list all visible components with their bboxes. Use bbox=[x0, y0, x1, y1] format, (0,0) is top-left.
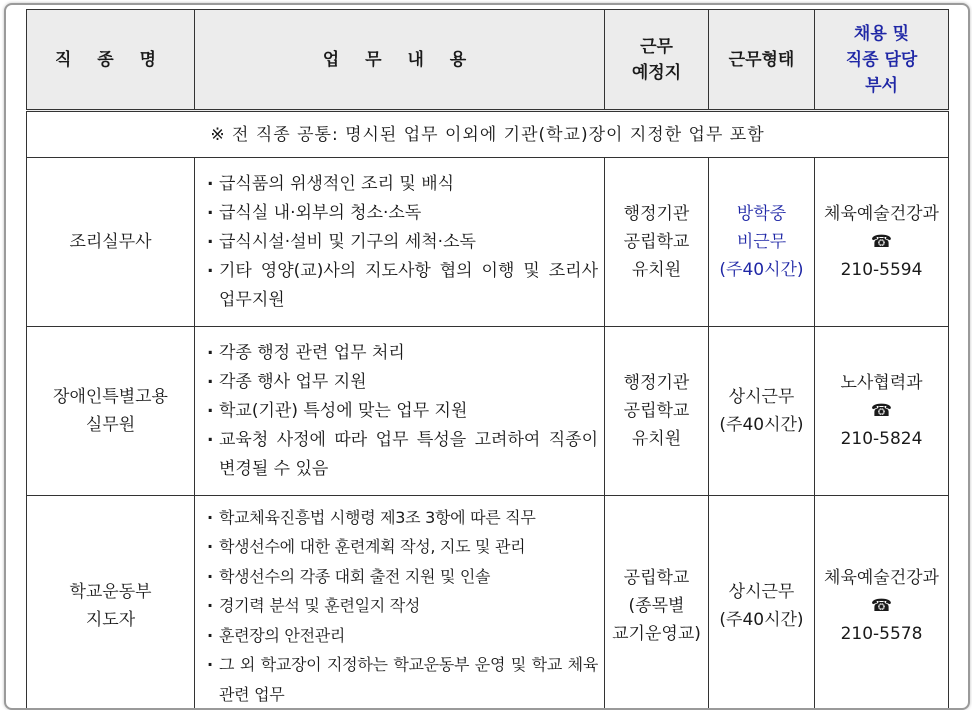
duty-item: . 각종 행정 관련 업무 처리 bbox=[205, 339, 598, 368]
duty-item: . 기타 영양(교)사의 지도사항 협의 이행 및 조리사 업무지원 bbox=[205, 257, 598, 315]
duties-cell bbox=[195, 158, 605, 327]
location-cell: 행정기관 공립학교 유치원 bbox=[605, 158, 709, 327]
duty-item: · 훈련장의 안전관리 bbox=[205, 621, 598, 651]
duty-item: · 학생선수의 각종 대회 출전 지원 및 인솔 bbox=[205, 562, 598, 592]
duty-item: · 학교체육진흥법 시행령 제3조 3항에 따른 직무 bbox=[205, 503, 598, 533]
phone-icon: ☎ bbox=[815, 397, 948, 425]
duty-item: . 급식품의 위생적인 조리 및 배식 bbox=[205, 170, 598, 199]
table-row bbox=[27, 158, 949, 327]
work-type-cell: 상시근무 (주40시간) bbox=[709, 496, 815, 710]
location-cell: 행정기관 공립학교 유치원 bbox=[605, 327, 709, 496]
work-type-cell: 방학중 비근무 (주40시간) bbox=[709, 158, 815, 327]
table-header-row bbox=[27, 10, 949, 111]
common-note: ※ 전 직종 공통: 명시된 업무 이외에 기관(학교)장이 지정한 업무 포함 bbox=[27, 111, 949, 158]
common-note-row bbox=[27, 111, 949, 158]
work-type-cell: 상시근무 (주40시간) bbox=[709, 327, 815, 496]
duty-item: . 교육청 사정에 따라 업무 특성을 고려하여 직종이 변경될 수 있음 bbox=[205, 426, 598, 484]
job-name-cell: 조리실무사 bbox=[27, 158, 195, 327]
duty-item: . 급식시설·설비 및 기구의 세척·소독 bbox=[205, 228, 598, 257]
duty-item: · 경기력 분석 및 훈련일지 작성 bbox=[205, 591, 598, 621]
header-job-name: 직 종 명 bbox=[27, 10, 195, 111]
duty-item: . 학교(기관) 특성에 맞는 업무 지원 bbox=[205, 397, 598, 426]
job-table bbox=[26, 9, 949, 710]
location-cell: 공립학교 (종목별 교기운영교) bbox=[605, 496, 709, 710]
header-duties: 업 무 내 용 bbox=[195, 10, 605, 111]
header-work-type: 근무형태 bbox=[709, 10, 815, 111]
header-location: 근무 예정지 bbox=[605, 10, 709, 111]
job-name-cell: 학교운동부 지도자 bbox=[27, 496, 195, 710]
document-frame bbox=[4, 3, 970, 710]
header-dept: 채용 및 직종 담당 부서 bbox=[815, 10, 949, 111]
duty-item: · 학생선수에 대한 훈련계획 작성, 지도 및 관리 bbox=[205, 532, 598, 562]
dept-cell: 체육예술건강과 ☎ 210-5578 bbox=[815, 496, 949, 710]
dept-cell: 노사협력과 ☎ 210-5824 bbox=[815, 327, 949, 496]
dept-cell: 체육예술건강과 ☎ 210-5594 bbox=[815, 158, 949, 327]
duty-item: . 급식실 내·외부의 청소·소독 bbox=[205, 199, 598, 228]
duty-item: . 각종 행사 업무 지원 bbox=[205, 368, 598, 397]
table-row bbox=[27, 496, 949, 710]
job-name-cell: 장애인특별고용 실무원 bbox=[27, 327, 195, 496]
duties-cell bbox=[195, 327, 605, 496]
phone-icon: ☎ bbox=[815, 228, 948, 256]
duty-item: · 그 외 학교장이 지정하는 학교운동부 운영 및 학교 체육 관련 업무 bbox=[205, 650, 598, 709]
duties-cell bbox=[195, 496, 605, 710]
table-row bbox=[27, 327, 949, 496]
phone-icon: ☎ bbox=[815, 592, 948, 620]
